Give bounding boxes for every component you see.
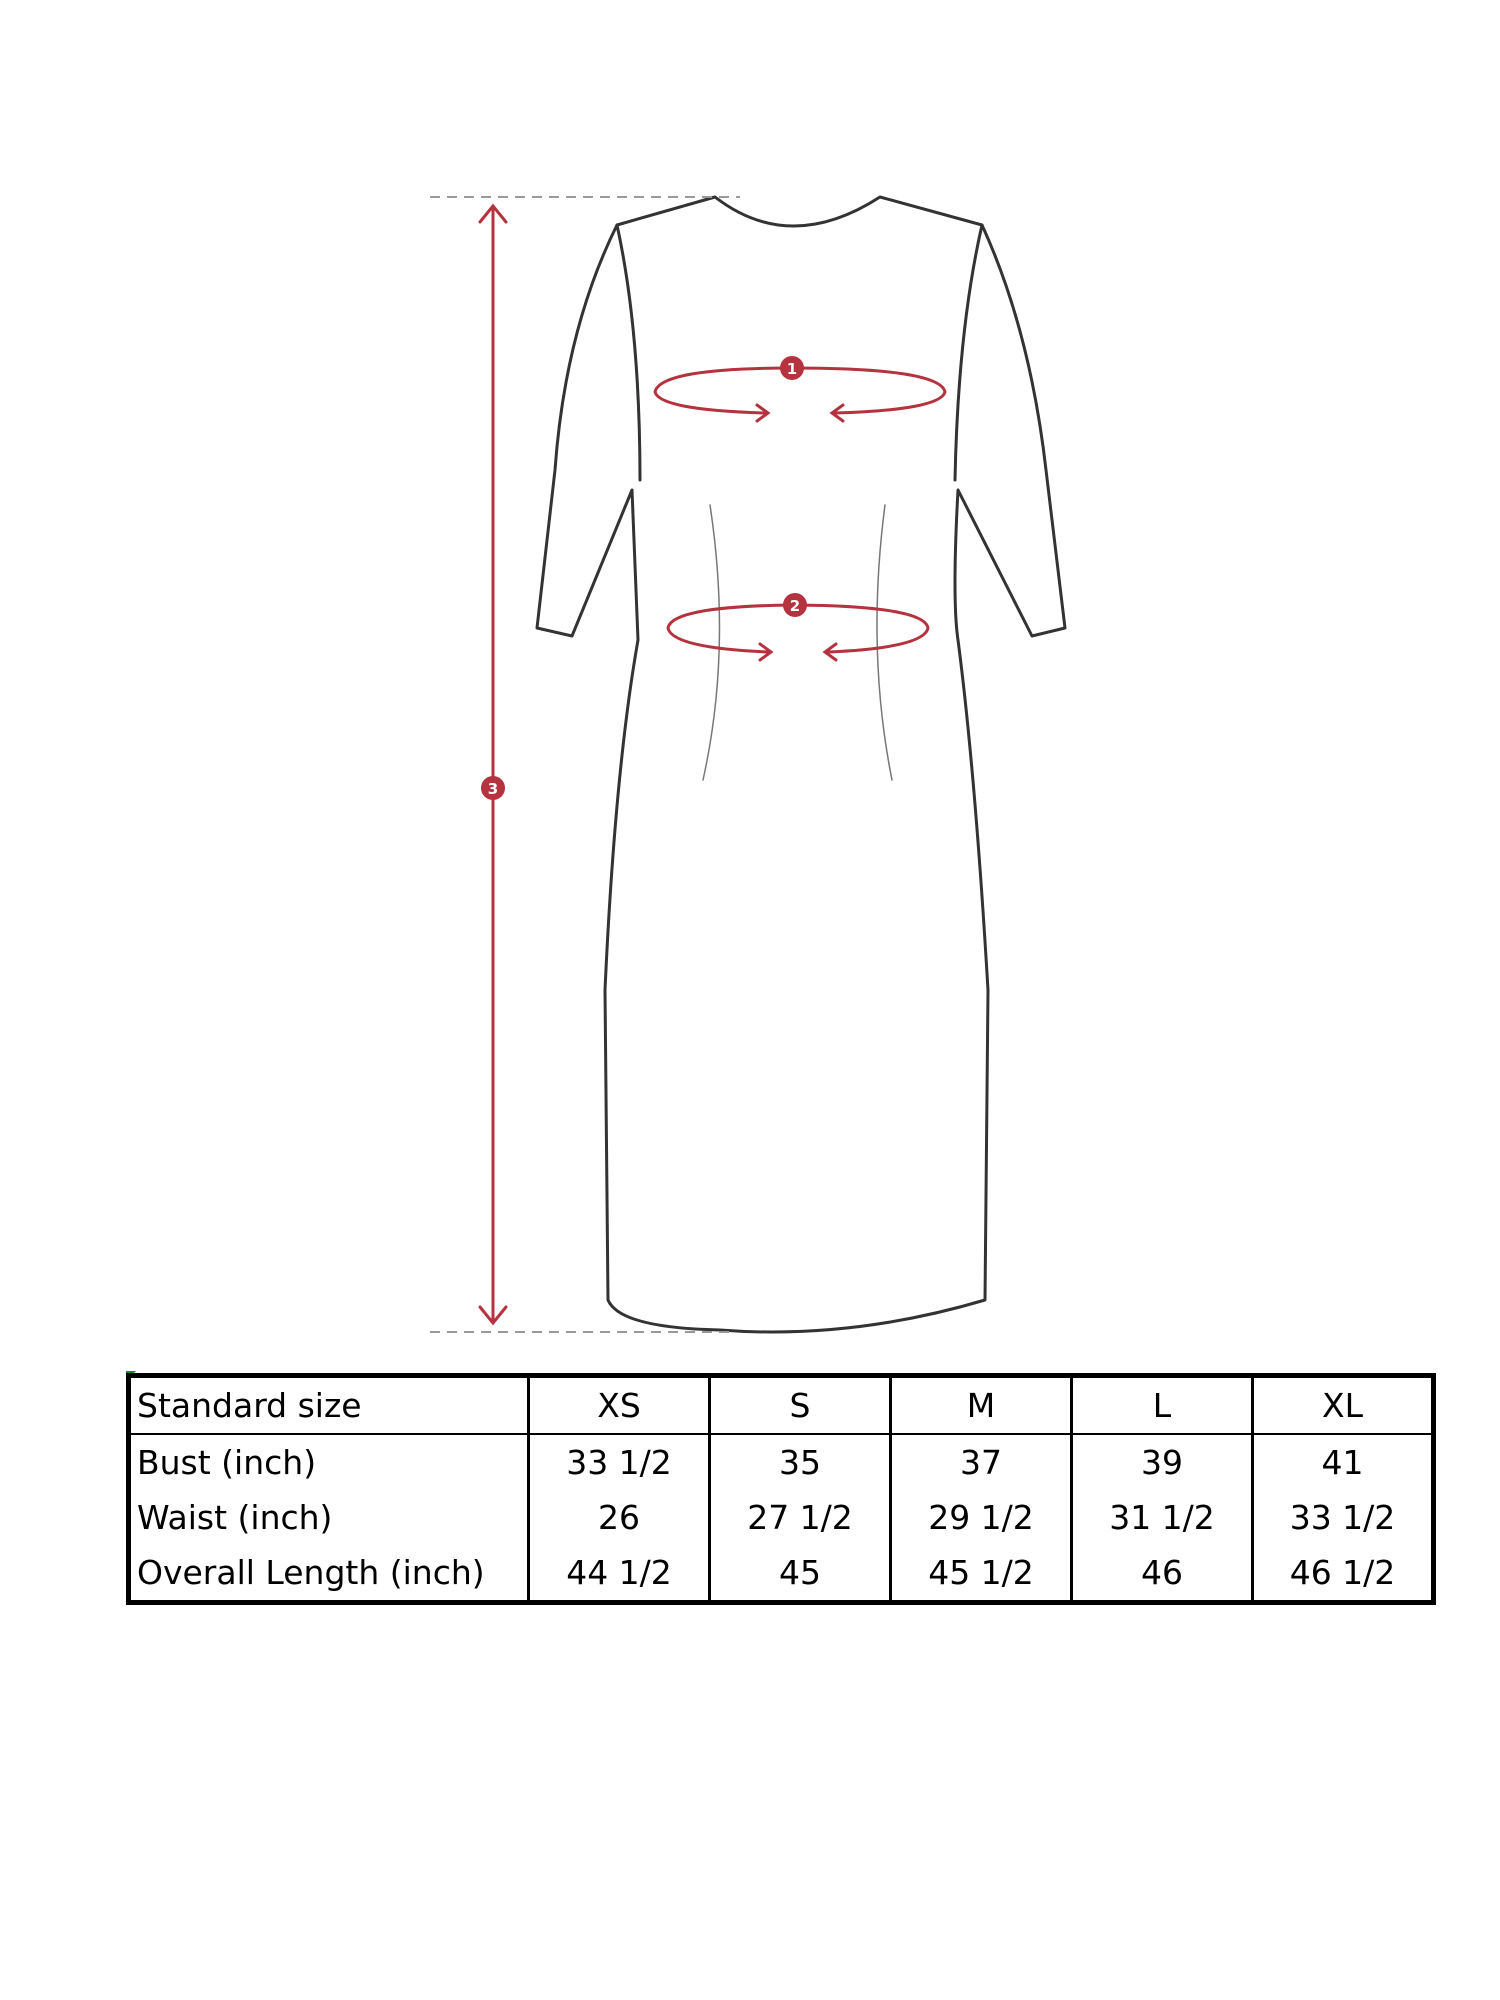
right-dart — [877, 505, 892, 780]
table-cell: 39 — [1072, 1434, 1253, 1490]
size-s-header: S — [710, 1376, 891, 1435]
table-cell: 33 1/2 — [529, 1434, 710, 1490]
length-measure — [480, 206, 506, 1323]
table-cell: 31 1/2 — [1072, 1490, 1253, 1545]
table-cell: 45 1/2 — [891, 1545, 1072, 1603]
table-cell: 27 1/2 — [710, 1490, 891, 1545]
left-dart — [703, 505, 719, 780]
right-sleeve-seam — [955, 225, 982, 480]
table-row-bust — [129, 1434, 1434, 1490]
bust-marker — [780, 356, 804, 380]
header-label: Standard size — [129, 1376, 529, 1435]
row-label: Bust (inch) — [137, 1443, 317, 1482]
length-marker-number: 3 — [487, 780, 499, 798]
table-cell: 46 — [1072, 1545, 1253, 1603]
table-cell: 35 — [710, 1434, 891, 1490]
table-cell: 26 — [529, 1490, 710, 1545]
size-l-header: L — [1072, 1376, 1253, 1435]
table-cell: 41 — [1253, 1434, 1434, 1490]
waist-marker-number: 2 — [789, 597, 801, 615]
length-marker — [481, 776, 505, 800]
length-guides — [430, 197, 740, 1332]
table-row-waist — [129, 1490, 1434, 1545]
left-sleeve-seam — [617, 225, 640, 480]
table-cell: 33 1/2 — [1253, 1490, 1434, 1545]
waist-marker — [783, 593, 807, 617]
bust-marker-number: 1 — [786, 360, 798, 378]
size-xl-header: XL — [1253, 1376, 1434, 1435]
table-cell: 45 — [710, 1545, 891, 1603]
row-label: Overall Length (inch) — [137, 1553, 485, 1592]
table-cell: 37 — [891, 1434, 1072, 1490]
table-row-overall-length — [129, 1545, 1434, 1603]
row-label: Waist (inch) — [137, 1498, 333, 1537]
table-cell: 44 1/2 — [529, 1545, 710, 1603]
table-cell: 29 1/2 — [891, 1490, 1072, 1545]
size-m-header: M — [891, 1376, 1072, 1435]
size-xs-header: XS — [529, 1376, 710, 1435]
size-chart-table — [126, 1373, 1436, 1605]
table-header-row — [129, 1376, 1434, 1435]
table-cell: 46 1/2 — [1253, 1545, 1434, 1603]
